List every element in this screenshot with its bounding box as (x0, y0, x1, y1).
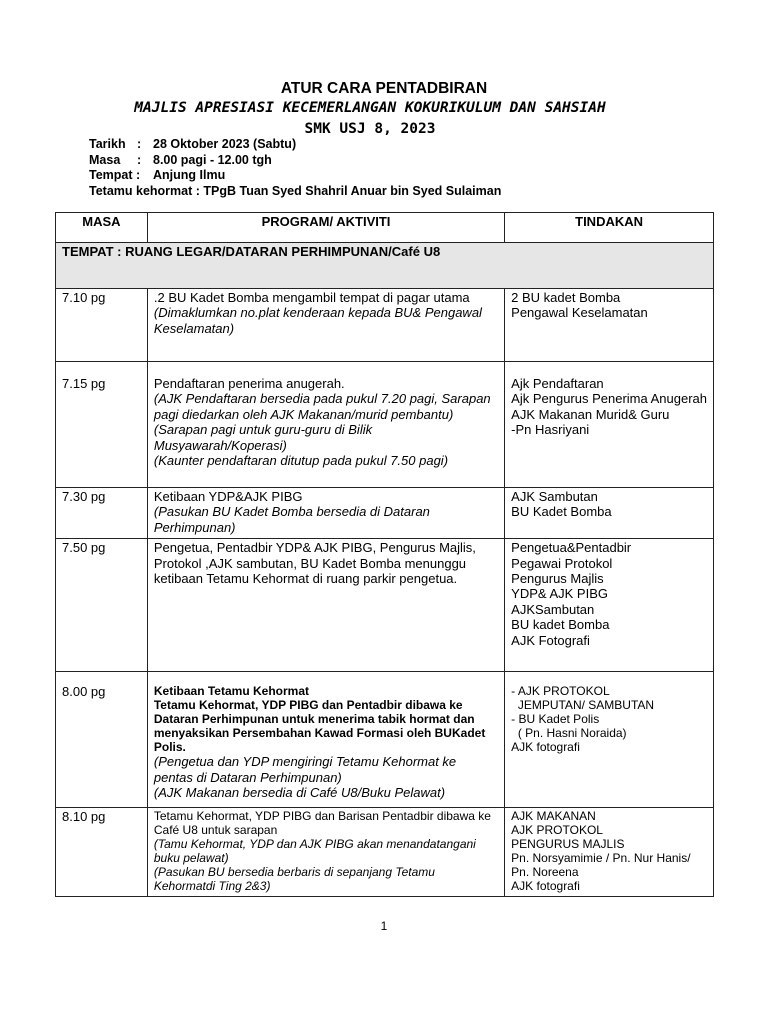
action-item: -Pn Hasriyani (511, 422, 590, 438)
action-item: AJK Makanan Murid& Guru (511, 406, 670, 422)
time-label: Masa (89, 152, 121, 167)
document-subtitle: MAJLIS APRESIASI KECEMERLANGAN KOKURIKULUM DAN SAHSIAH (134, 100, 606, 116)
program-cell (147, 362, 504, 488)
table-row (56, 289, 714, 362)
document-title: ATUR CARA PENTADBIRAN (280, 80, 488, 97)
info-row-time (89, 153, 501, 169)
table-row (56, 488, 714, 539)
action-item: Pengetua&Pentadbir (511, 540, 632, 556)
program-text: Tetamu Kehormat, YDP PIBG dan Pentadbir dibawa ke Dataran Perhimpunan untuk menerima tabik hormat dan menyaksikan Persembahan Kawad Formasi oleh BUKadet Polis. (153, 698, 486, 755)
action-item: Pengawal Keselamatan (511, 305, 648, 321)
program-note: (Kaunter pendaftaran ditutup pada pukul 7.50 pagi) (153, 453, 449, 469)
page-number: 1 (380, 919, 388, 933)
program-note: (Sarapan pagi untuk guru-guru di Bilik Musyawarah/Koperasi) (153, 422, 373, 453)
program-text: Pengetua, Pentadbir YDP& AJK PIBG, Pengurus Majlis, Protokol ,AJK sambutan, BU Kadet Bomba menunggu ketibaan Tetamu Kehormat di ruang parkir pengetua. (153, 540, 476, 587)
time-cell: 7.10 pg (56, 289, 148, 362)
action-item: BU Kadet Bomba (511, 504, 612, 520)
action-item: Pengurus Majlis (511, 571, 604, 587)
program-cell (147, 289, 504, 362)
action-item: AJK fotografi (511, 740, 580, 755)
venue-label: Tempat : (89, 168, 141, 182)
action-item: AJK Sambutan (511, 489, 598, 504)
action-item: 2 BU kadet Bomba (511, 290, 621, 305)
time-cell: 8.10 pg (56, 808, 148, 897)
date-value: 28 Oktober 2023 (Sabtu) (153, 137, 297, 151)
program-cell (147, 808, 504, 897)
action-item: BU kadet Bomba (511, 617, 610, 633)
action-cell (505, 488, 714, 539)
venue-row (56, 243, 714, 289)
program-cell (147, 672, 504, 808)
venue-value: Anjung Ilmu (153, 168, 226, 182)
program-heading: Ketibaan Tetamu Kehormat (153, 684, 309, 699)
action-cell (505, 672, 714, 808)
date-label: Tarikh (89, 137, 126, 151)
program-text: Tetamu Kehormat, YDP PIBG dan Barisan Pentadbir dibawa ke Café U8 untuk sarapan (153, 809, 491, 838)
action-item: AJK PROTOKOL (511, 823, 603, 838)
action-cell (505, 289, 714, 362)
info-row-date (89, 137, 501, 153)
time-cell: 7.30 pg (56, 488, 148, 539)
date-colon: : (137, 137, 142, 151)
action-cell (505, 539, 714, 672)
table-header-row (56, 213, 714, 243)
time-colon: : (137, 152, 142, 167)
action-item: Ajk Pendaftaran (511, 376, 604, 391)
action-item: - AJK PROTOKOL (511, 684, 610, 699)
action-item: AJK MAKANAN (511, 809, 596, 824)
action-item: AJKSambutan (511, 601, 595, 617)
action-item: PENGURUS MAJLIS (511, 837, 625, 852)
header-masa: MASA (56, 213, 148, 243)
table-row (56, 672, 714, 808)
table-row (56, 808, 714, 897)
program-note: (Tamu Kehormat, YDP dan AJK PIBG akan menandatangani buku pelawat) (153, 837, 476, 866)
program-note: (AJK Pendaftaran bersedia pada pukul 7.20 pagi, Sarapan pagi diedarkan oleh AJK Makanan/murid pembantu) (153, 391, 491, 422)
action-item: Pn. Norsyamimie / Pn. Nur Hanis/ Pn. Noreena (511, 851, 691, 880)
schedule-table (55, 212, 714, 897)
header-program: PROGRAM/ AKTIVITI (147, 213, 504, 243)
time-cell: 8.00 pg (56, 672, 148, 808)
event-info (89, 137, 501, 199)
action-item: Ajk Pengurus Penerima Anugerah (511, 391, 708, 407)
program-note: (Dimaklumkan no.plat kenderaan kepada BU& Pengawal Keselamatan) (153, 305, 482, 336)
program-cell (147, 488, 504, 539)
program-note: (Pasukan BU Kadet Bomba bersedia di Dataran Perhimpunan) (153, 504, 430, 535)
guest-of-honour: Tetamu kehormat : TPgB Tuan Syed Shahril Anuar bin Syed Sulaiman (89, 183, 502, 198)
info-row-guest (89, 184, 501, 200)
header-tindakan: TINDAKAN (505, 213, 714, 243)
table-row (56, 362, 714, 488)
school-name: SMK USJ 8, 2023 (304, 121, 436, 137)
program-text: Pendaftaran penerima anugerah. (153, 376, 345, 391)
time-value: 8.00 pagi - 12.00 tgh (153, 152, 272, 167)
action-item: Pegawai Protokol (511, 555, 613, 571)
table-row (56, 539, 714, 672)
program-note: (Pasukan BU bersedia berbaris di sepanjang Tetamu Kehormatdi Ting 2&3) (153, 865, 435, 894)
program-cell (147, 539, 504, 672)
info-row-venue (89, 168, 501, 184)
program-note: (AJK Makanan bersedia di Café U8/Buku Pelawat) (153, 785, 446, 801)
program-text: .2 BU Kadet Bomba mengambil tempat di pagar utama (153, 290, 470, 305)
action-item: ( Pn. Hasni Noraida) (511, 726, 627, 741)
action-item: AJK fotografi (511, 879, 580, 894)
time-cell: 7.15 pg (56, 362, 148, 488)
action-item: - BU Kadet Polis (511, 712, 600, 727)
program-note: (Pengetua dan YDP mengiringi Tetamu Kehormat ke pentas di Dataran Perhimpunan) (153, 754, 457, 785)
action-item: AJK Fotografi (511, 632, 590, 648)
action-item: JEMPUTAN/ SAMBUTAN (511, 698, 655, 713)
action-cell (505, 808, 714, 897)
time-cell: 7.50 pg (56, 539, 148, 672)
action-item: YDP& AJK PIBG (511, 586, 608, 602)
action-cell (505, 362, 714, 488)
program-text: Ketibaan YDP&AJK PIBG (153, 489, 303, 504)
venue-cell: TEMPAT : RUANG LEGAR/DATARAN PERHIMPUNAN/Café U8 (56, 243, 714, 289)
